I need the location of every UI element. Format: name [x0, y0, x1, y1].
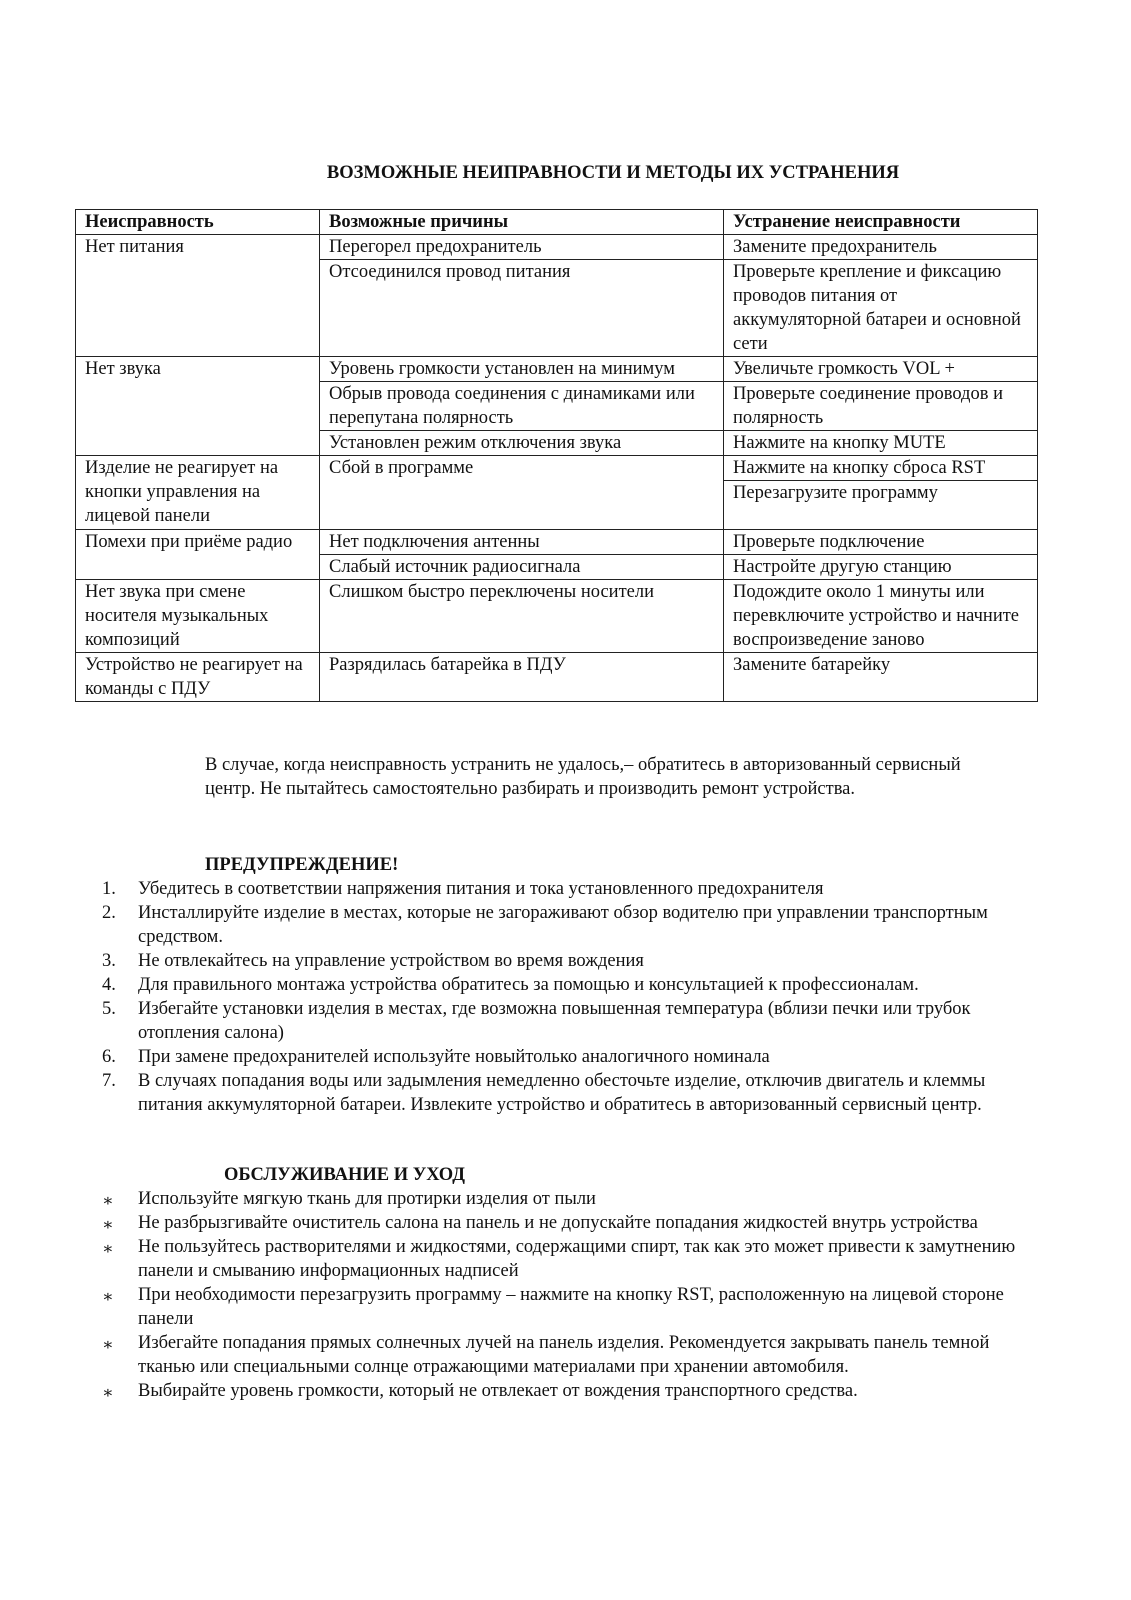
item-text: При замене предохранителей используйте новыйтолько аналогичного номинала [138, 1047, 770, 1067]
cause-cell: Слабый источник радиосигнала [320, 555, 724, 580]
list-item [90, 1069, 1030, 1117]
asterisk-bullet-icon: ∗ [102, 1383, 114, 1402]
fix-cell: Настройте другую станцию [724, 555, 1038, 580]
table-row [76, 357, 1038, 382]
fix-cell: Проверьте крепление и фиксацию проводов питания от аккумуляторной батареи и основной сети [724, 260, 1038, 357]
page-title: ВОЗМОЖНЫЕ НЕИПРАВНОСТИ И МЕТОДЫ ИХ УСТРАНЕНИЯ [326, 163, 900, 183]
item-text: Для правильного монтажа устройства обратитесь за помощью и консультацией к профессионалам. [138, 975, 919, 995]
cause-cell: Отсоединился провод питания [320, 260, 724, 357]
asterisk-bullet-icon: ∗ [102, 1239, 114, 1258]
item-text: Выбирайте уровень громкости, который не отвлекает от вождения транспортного средства. [138, 1381, 858, 1401]
item-number: 7. [102, 1071, 116, 1091]
fault-cell: Нет звука [76, 357, 320, 456]
item-text: Избегайте попадания прямых солнечных лучей на панель изделия. Рекомендуется закрывать панель темной тканью или специальными солнце отражающими материалами при хранении автомобиля. [138, 1333, 990, 1377]
table-row [76, 580, 1038, 653]
cause-cell: Сбой в программе [320, 456, 724, 530]
cause-cell: Уровень громкости установлен на минимум [320, 357, 724, 382]
care-list [90, 1187, 1030, 1403]
fault-cell: Помехи при приёме радио [76, 530, 320, 580]
list-item [90, 1379, 1030, 1403]
header-fix: Устранение неисправности [724, 210, 1038, 235]
table-row [76, 530, 1038, 555]
fix-cell: Перезагрузите программу [724, 481, 1038, 530]
cause-cell: Слишком быстро переключены носители [320, 580, 724, 653]
list-item [90, 1331, 1030, 1379]
list-item [90, 901, 1030, 949]
cause-cell: Обрыв провода соединения с динамиками или перепутана полярность [320, 382, 724, 431]
cause-cell: Нет подключения антенны [320, 530, 724, 555]
fault-cell: Устройство не реагирует на команды с ПДУ [76, 653, 320, 702]
warning-heading: ПРЕДУПРЕЖДЕНИЕ! [205, 855, 399, 875]
list-item [90, 1187, 1030, 1211]
asterisk-bullet-icon: ∗ [102, 1191, 114, 1210]
fix-cell: Замените предохранитель [724, 235, 1038, 260]
list-item [90, 1211, 1030, 1235]
fix-cell: Проверьте подключение [724, 530, 1038, 555]
list-item [90, 973, 1030, 997]
table-row [76, 235, 1038, 260]
item-number: 1. [102, 879, 116, 899]
item-text: Не пользуйтесь растворителями и жидкостями, содержащими спирт, так как это может привести к замутнению панели и смыванию информационных надписей [138, 1237, 1016, 1281]
cause-cell: Разрядилась батарейка в ПДУ [320, 653, 724, 702]
fix-cell: Нажмите на кнопку сброса RST [724, 456, 1038, 481]
table-row [76, 456, 1038, 481]
list-item [90, 1283, 1030, 1331]
care-heading: ОБСЛУЖИВАНИЕ И УХОД [224, 1165, 465, 1185]
item-text: При необходимости перезагрузить программу – нажмите на кнопку RST, расположенную на лицевой стороне панели [138, 1285, 1004, 1329]
list-item [90, 997, 1030, 1045]
item-number: 4. [102, 975, 116, 995]
item-text: Используйте мягкую ткань для протирки изделия от пыли [138, 1189, 596, 1209]
cause-cell: Перегорел предохранитель [320, 235, 724, 260]
fix-cell: Увеличьте громкость VOL + [724, 357, 1038, 382]
fix-cell: Проверьте соединение проводов и полярность [724, 382, 1038, 431]
item-text: Избегайте установки изделия в местах, где возможна повышенная температура (вблизи печки или трубок отопления салона) [138, 999, 971, 1043]
header-causes: Возможные причины [320, 210, 724, 235]
fault-cell: Изделие не реагирует на кнопки управления на лицевой панели [76, 456, 320, 530]
item-text: Не разбрызгивайте очиститель салона на панель и не допускайте попадания жидкостей внутрь устройства [138, 1213, 978, 1233]
item-number: 3. [102, 951, 116, 971]
fix-cell: Подождите около 1 минуты или перевключите устройство и начните воспроизведение заново [724, 580, 1038, 653]
asterisk-bullet-icon: ∗ [102, 1335, 114, 1354]
fix-cell: Замените батарейку [724, 653, 1038, 702]
item-text: Убедитесь в соответствии напряжения питания и тока установленного предохранителя [138, 879, 824, 899]
header-fault: Неисправность [76, 210, 320, 235]
item-number: 5. [102, 999, 116, 1019]
item-text: Инсталлируйте изделие в местах, которые не загораживают обзор водителю при управлении транспортным средством. [138, 903, 988, 947]
fault-cell: Нет питания [76, 235, 320, 357]
item-number: 6. [102, 1047, 116, 1067]
asterisk-bullet-icon: ∗ [102, 1215, 114, 1234]
warning-list [90, 877, 1030, 1117]
item-text: Не отвлекайтесь на управление устройством во время вождения [138, 951, 644, 971]
service-note: В случае, когда неисправность устранить не удалось,– обратитесь в авторизованный сервисный центр. Не пытайтесь самостоятельно разбирать и производить ремонт устройства. [205, 755, 961, 799]
fault-cell: Нет звука при смене носителя музыкальных композиций [76, 580, 320, 653]
list-item [90, 949, 1030, 973]
table-header-row [76, 210, 1038, 235]
item-text: В случаях попадания воды или задымления немедленно обесточьте изделие, отключив двигатель и клеммы питания аккумуляторной батареи. Извлеките устройство и обратитесь в авторизованный сервисный центр. [138, 1071, 986, 1115]
list-item [90, 877, 1030, 901]
fix-cell: Нажмите на кнопку MUTE [724, 431, 1038, 456]
asterisk-bullet-icon: ∗ [102, 1287, 114, 1306]
item-number: 2. [102, 903, 116, 923]
list-item [90, 1235, 1030, 1283]
troubleshooting-table [75, 209, 1038, 702]
table-row [76, 653, 1038, 702]
list-item [90, 1045, 1030, 1069]
cause-cell: Установлен режим отключения звука [320, 431, 724, 456]
